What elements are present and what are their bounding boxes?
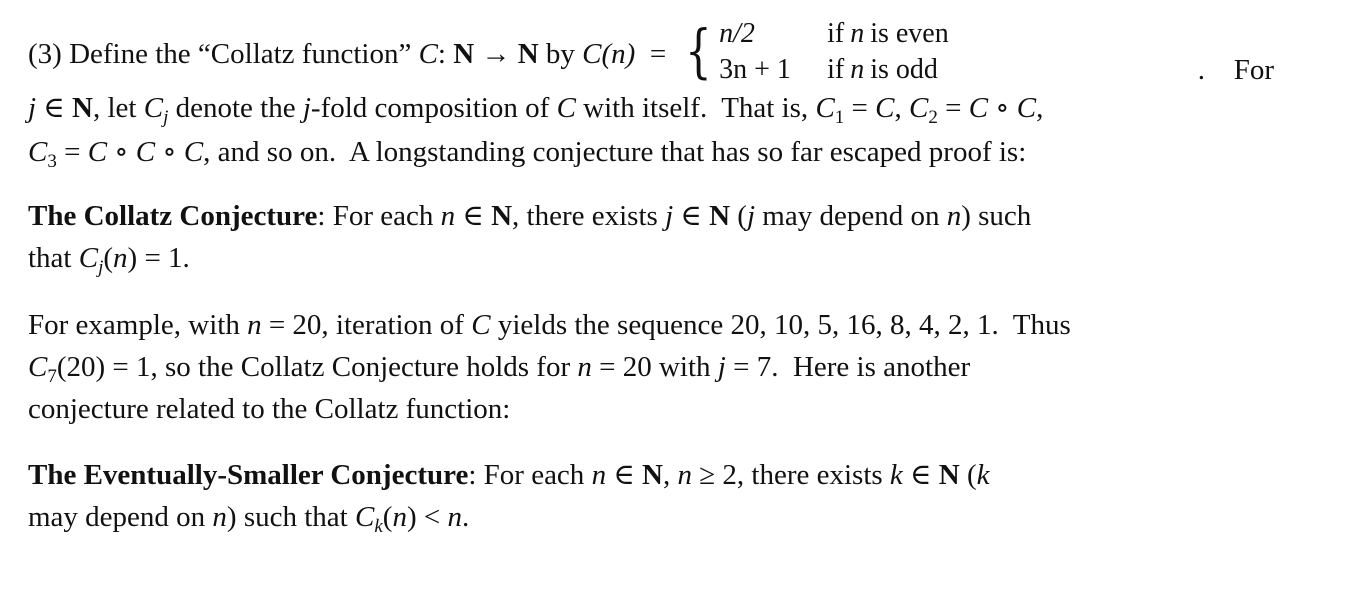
left-brace: { bbox=[685, 17, 712, 85]
collatz-function-definition: (3) Define the “Collatz function” C : N → N by C(n) = { n/2 if n is even 3n + 1 if n is odd . For bbox=[28, 17, 1274, 86]
paragraph-line: may depend on n) such that $C_k(n) < n$. bbox=[28, 501, 470, 537]
paragraph-line: $C_3 = C$ ∘ C ∘ C, and so on. A longstanding conjecture that has so far escaped proof is: bbox=[28, 136, 1027, 172]
case-even-condition: if n is even bbox=[827, 18, 949, 49]
conjecture-title: The Eventually-Smaller Conjecture bbox=[28, 459, 469, 491]
example-paragraph-line: conjecture related to the Collatz function: bbox=[28, 393, 511, 425]
paragraph-line: that $C_j(n) = 1$. bbox=[28, 242, 190, 278]
conjecture-title: The Collatz Conjecture bbox=[28, 200, 318, 232]
eventually-smaller-conjecture-statement: The Eventually-Smaller Conjecture: For each n ∈ N, n ≥ 2, there exists k ∈ N (k bbox=[28, 459, 990, 491]
case-odd-condition: if n is odd bbox=[827, 54, 938, 85]
case-even-expression: n/2 bbox=[719, 18, 755, 49]
example-paragraph-line: For example, with n = 20, iteration of C yields the sequence 20, 10, 5, 16, 8, 4, 2, 1. Thus bbox=[28, 309, 1071, 341]
example-paragraph-line: $C_7(20) = 1$, so the Collatz Conjecture holds for n = 20 with j = 7. Here is another bbox=[28, 351, 971, 387]
piecewise-cases bbox=[719, 16, 949, 88]
sentence-continuation: . For bbox=[1197, 54, 1274, 86]
collatz-conjecture-statement: The Collatz Conjecture: For each n ∈ N, there exists j ∈ N (j may depend on n) such bbox=[28, 200, 1032, 232]
case-odd-expression: 3n + 1 bbox=[719, 54, 791, 85]
problem-number: (3) bbox=[28, 38, 62, 70]
function-name: “Collatz function” bbox=[197, 38, 412, 70]
paragraph-line: j ∈ N, let $C_j$ denote the j-fold composition of C with itself. That is, $C_1 = C$, $C_2 = C$ ∘ C, bbox=[28, 92, 1044, 128]
